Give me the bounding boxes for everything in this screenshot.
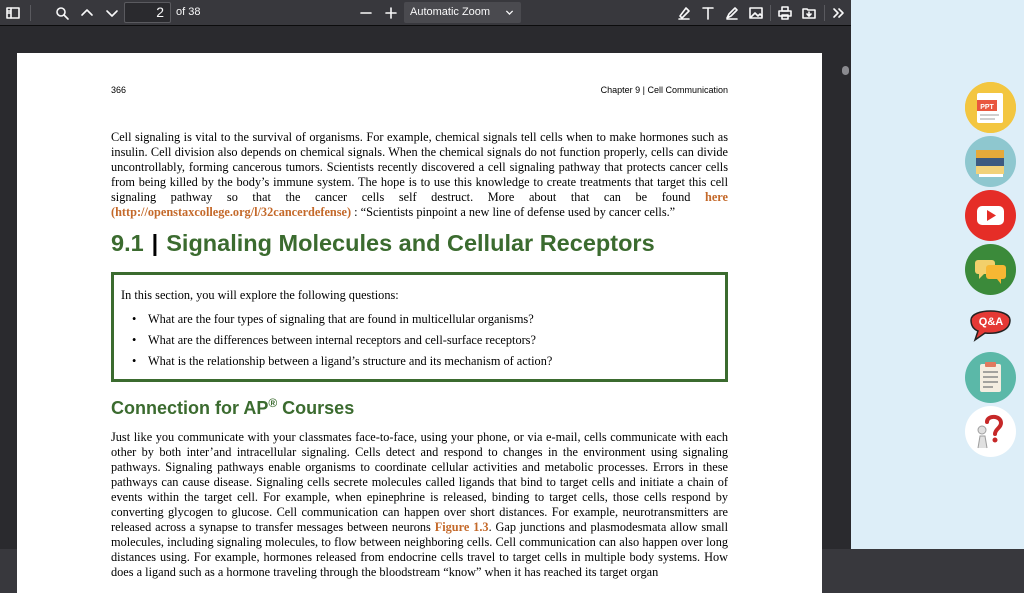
intro-paragraph: [111, 130, 728, 220]
running-head: Chapter 9 | Cell Communication: [600, 85, 728, 95]
text-tool-icon[interactable]: [698, 3, 718, 23]
previous-page-icon[interactable]: [77, 3, 97, 23]
body-text-b: . Gap junctions and plasmodesmata allow small molecules, including signaling molecules, to flow between neighboring cells. Cell communication can also happen over long distances using. For example, hormones released from endocrine cells travel to target cells in multiple body systems. How does a ligand such as a hormone traveling through the bloodstream “know” when it has reached its target organ: [111, 520, 728, 579]
page-number: 366: [111, 85, 127, 95]
zoom-select-value: Automatic Zoom: [410, 6, 491, 18]
clipboard-icon[interactable]: [965, 352, 1016, 403]
more-tools-icon[interactable]: [828, 3, 848, 23]
page-number-input[interactable]: 2: [124, 2, 171, 23]
section-number: 9.1: [111, 230, 144, 256]
print-icon[interactable]: [775, 3, 795, 23]
next-page-icon[interactable]: [102, 3, 122, 23]
zoom-out-icon[interactable]: [356, 3, 376, 23]
ppt-label: PPT: [980, 104, 994, 111]
question-icon[interactable]: [965, 406, 1016, 457]
save-icon[interactable]: [799, 3, 819, 23]
list-item: • What is the relationship between a ligand’s structure and its mechanism of action?: [121, 351, 725, 372]
image-icon[interactable]: [746, 3, 766, 23]
zoom-in-icon[interactable]: [381, 3, 401, 23]
sidebar-toggle-icon[interactable]: [3, 3, 23, 23]
section-heading: [111, 230, 655, 257]
objectives-list: [121, 309, 725, 372]
body-text-a: Just like you communicate with your classmates face-to-face, using your phone, or via e-mail, cells communicate with each other by both inter’and intracellular signaling. Cells detect and respond to changes in the environment using signaling pathways. Signaling pathways enable organisms to coordinate cellular activities and metabolic processes. Errors in these pathways can cause disease. Signaling cells secrete molecules called ligands that bind to target cells and initiate a chain of events within the target cell. For example, when epinephrine is released, binding to target cells, those cells respond by converting glycogen to glucose. Cell communication can happen over short distances. For example, neurotransmitters are released across a synapse to transfer messages between neurons: [111, 430, 728, 534]
draw-icon[interactable]: [722, 3, 742, 23]
toolbar-divider: [770, 5, 771, 21]
chat-icon[interactable]: [965, 244, 1016, 295]
book-icon[interactable]: [965, 136, 1016, 187]
body-paragraph: [111, 430, 728, 580]
youtube-icon[interactable]: [965, 190, 1016, 241]
registered-mark: ®: [268, 396, 278, 410]
qa-icon[interactable]: [965, 298, 1016, 349]
toolbar-divider: [30, 5, 31, 21]
figure-link[interactable]: Figure 1.3: [434, 520, 489, 534]
chevron-down-icon: [504, 5, 515, 26]
learning-objectives-box: [111, 272, 728, 382]
connection-heading-b: Courses: [277, 398, 355, 418]
page-count-label: of 38: [176, 6, 201, 18]
intro-tail: : “Scientists pinpoint a new line of defense used by cancer cells.”: [351, 205, 676, 219]
ppt-icon[interactable]: [965, 82, 1016, 133]
document-viewer[interactable]: [0, 26, 851, 579]
connection-heading: [111, 396, 354, 419]
list-item: • What are the differences between internal receptors and cell-surface receptors?: [121, 330, 725, 351]
objectives-intro: In this section, you will explore the following questions:: [121, 288, 399, 302]
pdf-toolbar: [0, 0, 851, 26]
intro-text: Cell signaling is vital to the survival of organisms. For example, chemical signals tell cells when to make hormones such as insulin. Cell division also depends on chemical signals. When the chemical signals do not function properly, cells can divide uncontrollably, forming cancerous tumors. Scientists recently discovered a cell signaling pathway that protects cancer cells from being killed by the body’s immune system. The hope is to use this knowledge to create treatments that target this cell signaling pathway so that the cancer cells self destruct. More about that can be found: [111, 130, 728, 204]
toolbar-divider: [824, 5, 825, 21]
highlight-icon[interactable]: [674, 3, 694, 23]
zoom-select[interactable]: [404, 2, 521, 23]
scrollbar-thumb[interactable]: [842, 66, 849, 75]
heading-bar: |: [151, 230, 159, 256]
qa-label: Q&A: [978, 316, 1004, 328]
connection-heading-a: Connection for AP: [111, 398, 269, 418]
cancer-defense-link[interactable]: here (http://openstaxcollege.org/l/32cancerdefense): [111, 190, 728, 219]
list-item: • What are the four types of signaling that are found in multicellular organisms?: [121, 309, 725, 330]
section-title: Signaling Molecules and Cellular Receptors: [166, 230, 655, 256]
search-icon[interactable]: [52, 3, 72, 23]
pdf-page: [17, 53, 822, 593]
